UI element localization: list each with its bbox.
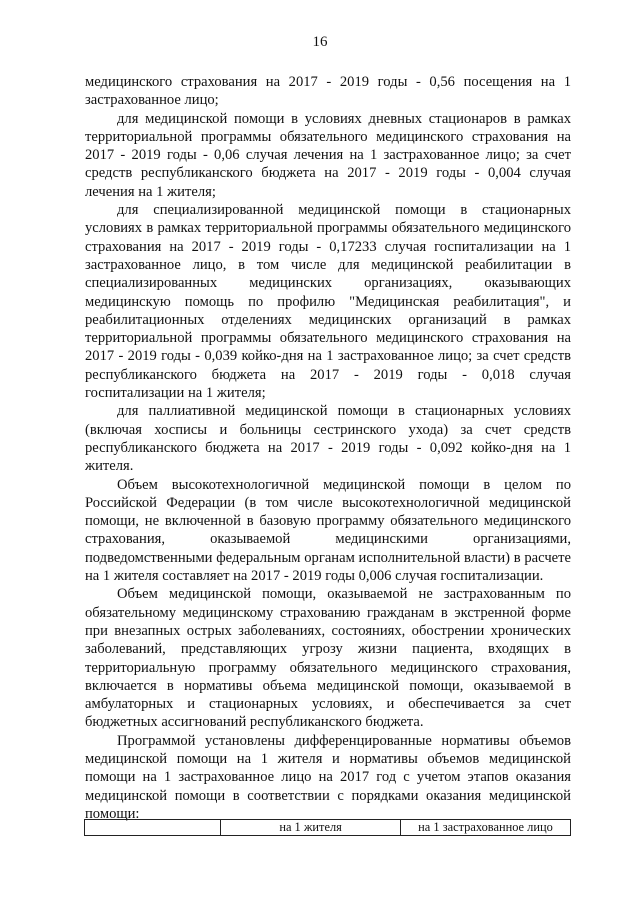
page-number: 16 (312, 34, 328, 50)
document-body (85, 73, 571, 823)
paragraph: Объем высокотехнологичной медицинской помощи в целом по Российской Федерации (в том числе высокотехнологичной медицинской помощи, не включенной в базовую программу обязательного медицинского страхования, оказываемой медицинскими организациями, подведомственными федеральным органам исполнительной власти) в расчете на 1 жителя составляет на 2017 - 2019 годы 0,006 случая госпитализации. (85, 476, 571, 585)
table-header-per-resident: на 1 жителя (221, 820, 401, 836)
paragraph: для медицинской помощи в условиях дневных стационаров в рамках территориальной программы обязательного медицинского страхования на 2017 - 2019 годы - 0,06 случая лечения на 1 застрахованное лицо; за счет средств республиканского бюджета на 2017 - 2019 годы - 0,004 случая лечения на 1 жителя; (85, 110, 571, 200)
table-header-per-insured: на 1 застрахованное лицо (401, 820, 571, 836)
paragraph: Объем медицинской помощи, оказываемой не застрахованным по обязательному медицинскому страхованию гражданам в экстренной форме при внезапных острых заболеваниях, состояниях, обострении хронических заболеваний, представляющих угрозу жизни пациента, входящих в территориальную программу обязательного медицинского страхования, включается в нормативы объема медицинской помощи, оказываемой в амбулаторных и стационарных условиях, и обеспечивается за счет бюджетных ассигнований республиканского бюджета. (85, 586, 571, 731)
paragraph: для специализированной медицинской помощи в стационарных условиях в рамках территориальной программы обязательного медицинского страхования на 2017 - 2019 годы - 0,17233 случая госпитализации на 1 застрахованное лицо, в том числе для медицинской реабилитации в специализированных медицинских организациях, оказывающих медицинскую помощь по профилю "Медицинская реабилитация", и реабилитационных отделениях медицинских организаций в рамках территориальной программы обязательного медицинского страхования на 2017 - 2019 годы - 0,039 койко-дня на 1 застрахованное лицо; за счет средств республиканского бюджета на 2017 - 2019 годы - 0,018 случая госпитализации на 1 жителя; (85, 202, 571, 402)
table-header-cell-empty (85, 820, 221, 836)
paragraph: для паллиативной медицинской помощи в стационарных условиях (включая хосписы и больницы сестринского ухода) за счет средств республиканского бюджета на 2017 - 2019 годы - 0,092 койко-дня на 1 жителя. (85, 403, 571, 475)
paragraph: Программой установлены дифференцированные нормативы объемов медицинской помощи на 1 жителя и нормативы объемов медицинской помощи на 1 застрахованное лицо на 2017 год с учетом этапов оказания медицинской помощи в соответствии с порядками оказания медицинской помощи: (85, 732, 571, 822)
norms-table (84, 819, 571, 836)
paragraph: медицинского страхования на 2017 - 2019 годы - 0,56 посещения на 1 застрахованное лицо; (85, 74, 571, 109)
table-header-row (85, 820, 571, 836)
